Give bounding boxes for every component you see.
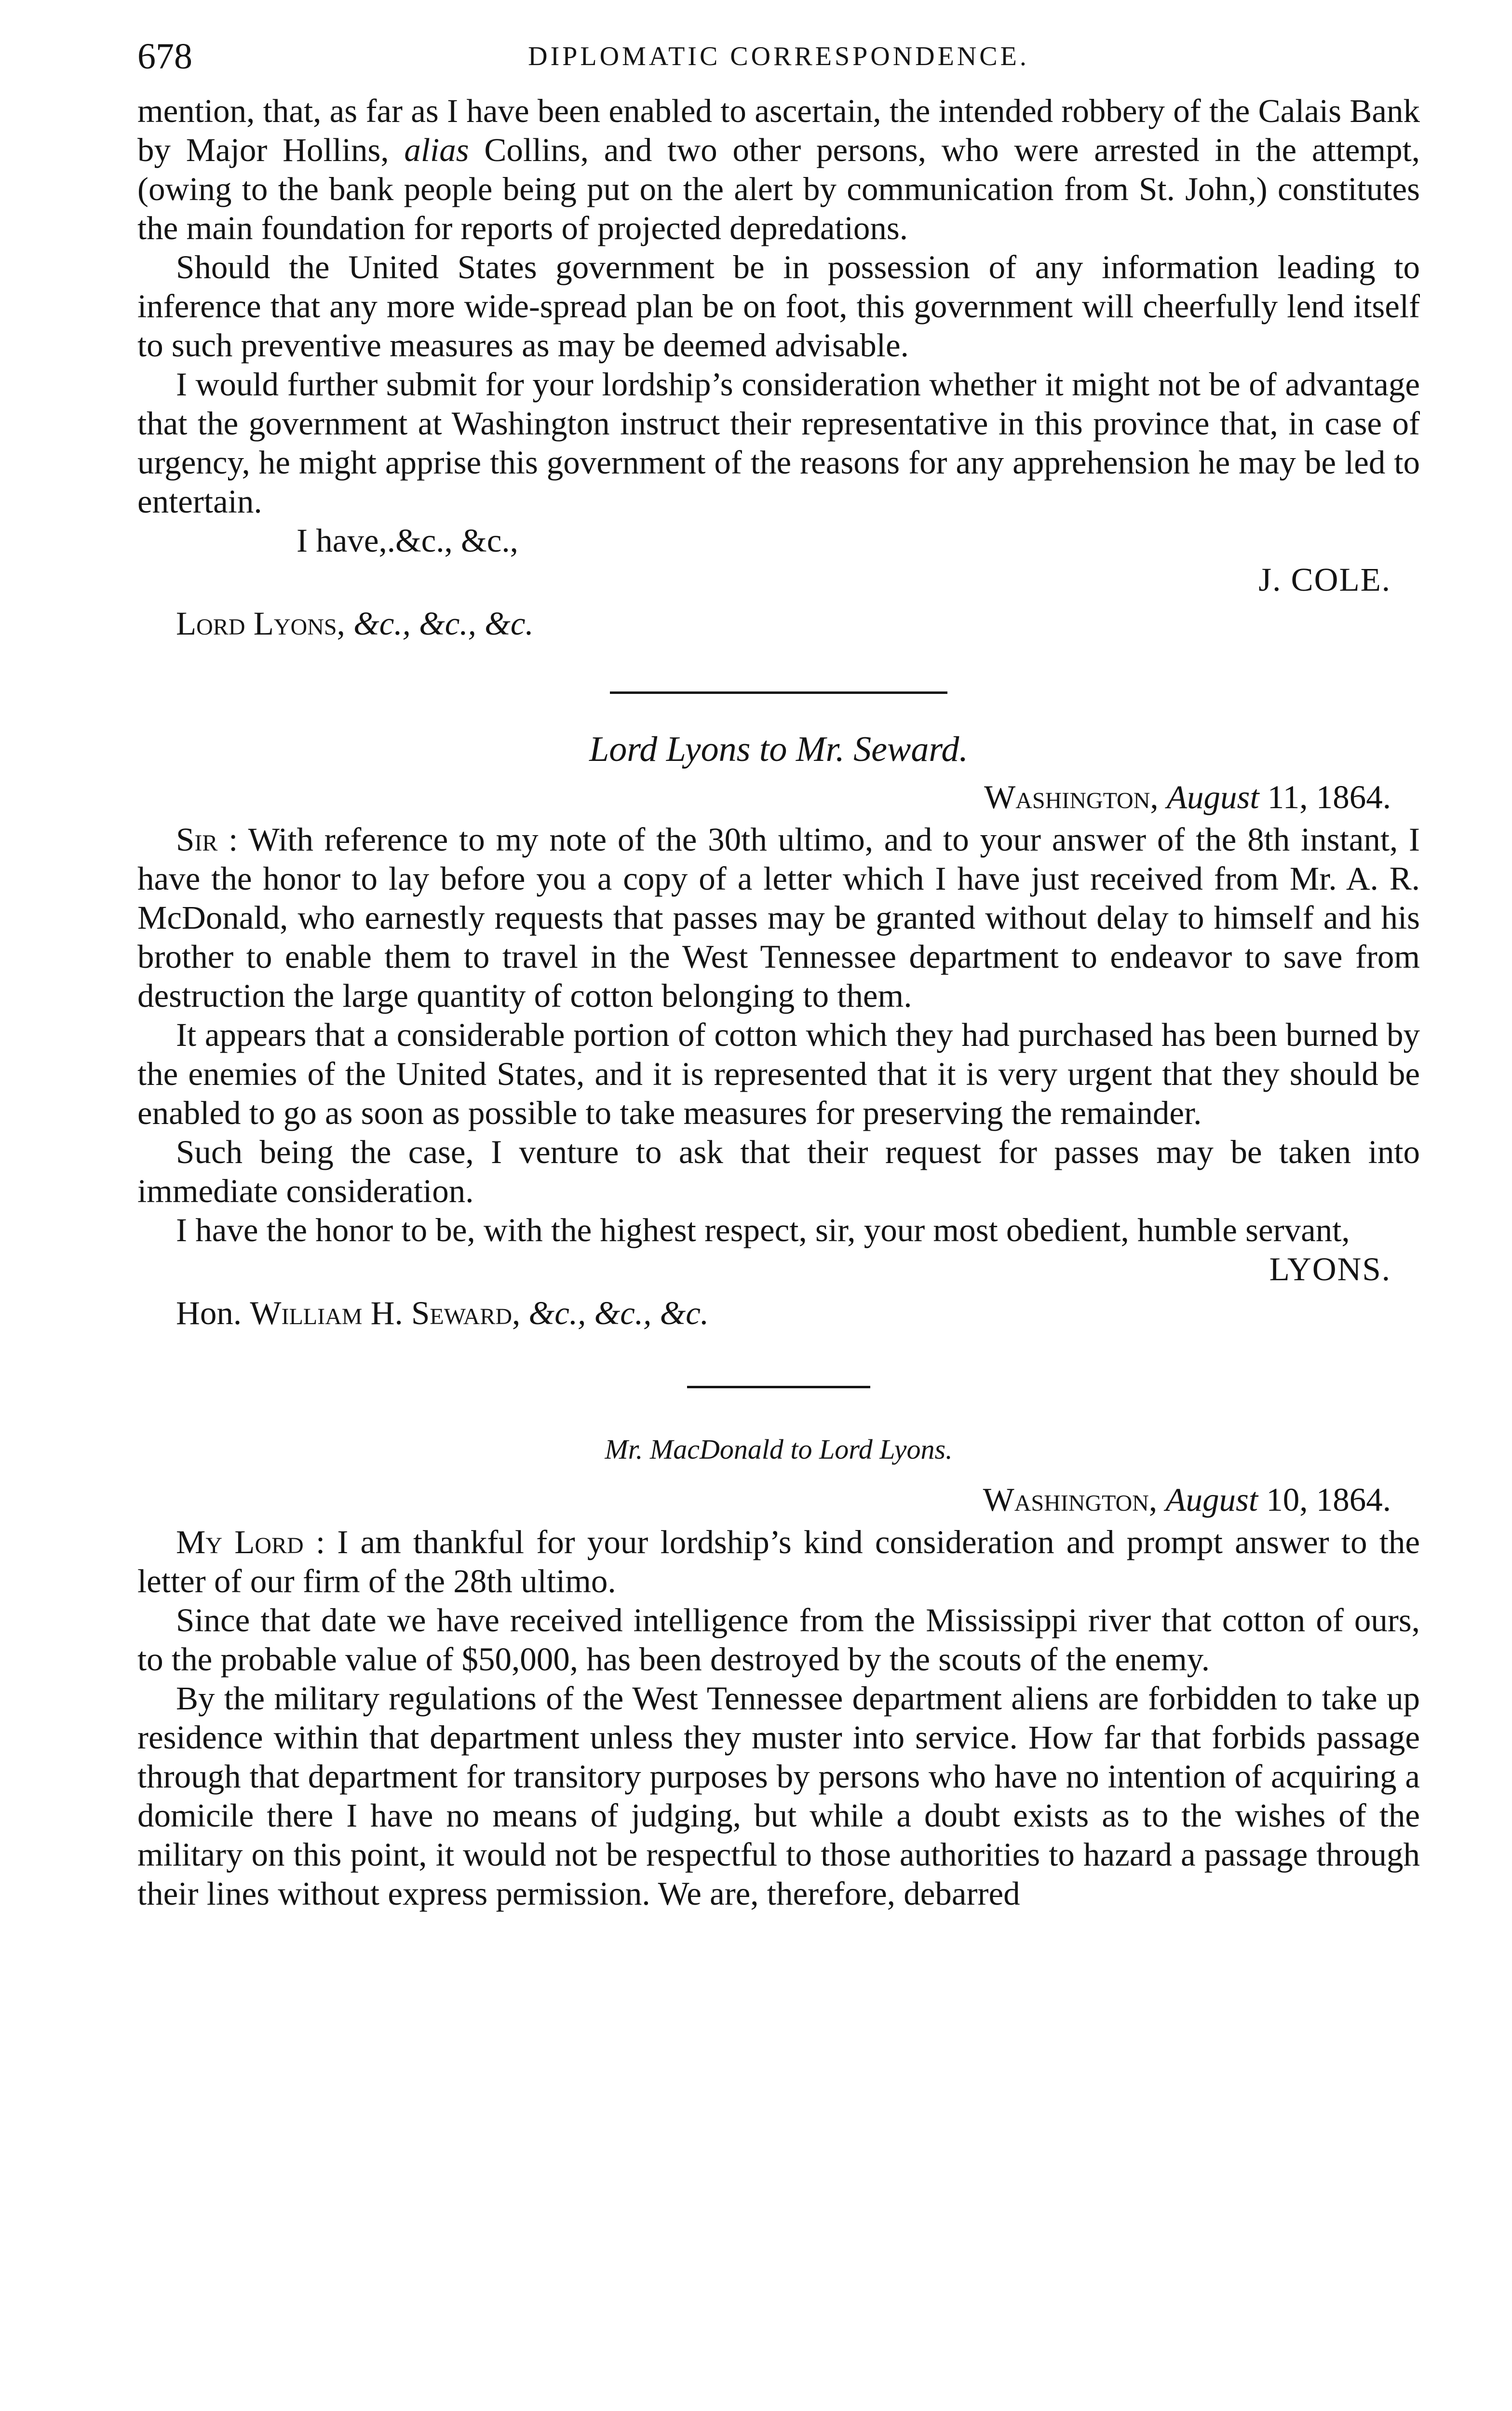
addressee: Lord Lyons, &c., &c., &c. bbox=[176, 605, 534, 642]
section-divider bbox=[610, 691, 947, 694]
paragraph: I have the honor to be, with the highest respect, sir, your most obedient, humble servant, bbox=[176, 1212, 1350, 1248]
salutation: Sir : bbox=[176, 821, 238, 858]
paragraph: Should the United States government be in possession of any information leading to inference that any more wide-spread plan be on foot, this government will cheerfully lend itself to such preventive measures as may be deemed advisable. bbox=[137, 249, 1420, 364]
paragraph: It appears that a considerable portion of cotton which they had purchased has been burned by the enemies of the United States, and it is represented that it is very urgent that they should be enabled to go as soon as possible to take measures for preserving the remainder. bbox=[137, 1016, 1420, 1131]
letter-lyons-to-seward bbox=[137, 728, 1420, 1333]
paragraph: I would further submit for your lordship’s consideration whether it might not be of advantage that the government at Washington instruct their representative in this province that, in case of urgency, he might apprise this government of the reasons for any apprehension he may be led to entertain. bbox=[137, 366, 1420, 520]
letter-macdonald-to-lyons bbox=[137, 1429, 1420, 1913]
paragraph: By the military regulations of the West Tennessee department aliens are forbidden to take up residence within that department unless they muster into service. How far that forbids passage through that department for transitory purposes by persons who have no intention of acquiring a domicile there I have no means of judging, but while a doubt exists as to the wishes of the military on this point, it would not be respectful to those authorities to hazard a passage through their lines without express permission. We are, therefore, debarred bbox=[137, 1680, 1420, 1912]
running-head: DIPLOMATIC CORRESPONDENCE. bbox=[528, 41, 1029, 71]
paragraph: Since that date we have received intelligence from the Mississippi river that cotton of ours, to the probable value of $50,000, has been destroyed by the scouts of the enemy. bbox=[137, 1602, 1420, 1678]
dateline: Washington, August 11, 1864. bbox=[984, 779, 1391, 815]
addressee: Hon. William H. Seward, &c., &c., &c. bbox=[176, 1295, 709, 1331]
page-header bbox=[137, 30, 1420, 83]
page-number: 678 bbox=[137, 36, 192, 77]
salutation: My Lord : bbox=[176, 1524, 325, 1560]
dateline: Washington, August 10, 1864. bbox=[983, 1481, 1391, 1518]
paragraph: Sir : With reference to my note of the 30th ultimo, and to your answer of the 8th instant, I have the honor to lay before you a copy of a letter which I have just received from Mr. A. R. McDonald, who earnestly requests that passes may be granted without delay to himself and his brother to enable them to travel in the West Tennessee department to endeavor to save from destruction the large quantity of cotton belonging to them. bbox=[137, 821, 1420, 1014]
closing: I have,.&c., &c., bbox=[297, 522, 518, 559]
document-page bbox=[137, 30, 1420, 1913]
section-divider bbox=[687, 1386, 870, 1388]
letter-title: Mr. MacDonald to Lord Lyons. bbox=[605, 1434, 953, 1465]
signature: LYONS. bbox=[1269, 1251, 1391, 1287]
letter-cole-continuation bbox=[137, 92, 1420, 643]
paragraph: Such being the case, I venture to ask that their request for passes may be taken into immediate consideration. bbox=[137, 1134, 1420, 1209]
letter-title: Lord Lyons to Mr. Seward. bbox=[589, 730, 968, 769]
signature: J. COLE. bbox=[1258, 561, 1391, 598]
paragraph: My Lord : I am thankful for your lordship’s kind consideration and prompt answer to the letter of our firm of the 28th ultimo. bbox=[137, 1524, 1420, 1599]
paragraph: mention, that, as far as I have been enabled to ascertain, the intended robbery of the Calais Bank by Major Hollins, alias Collins, and two other persons, who were arrested in the attempt, (owing to the bank people being put on the alert by communication from St. John,) constitutes the main foundation for reports of projected depredations. bbox=[137, 93, 1420, 246]
